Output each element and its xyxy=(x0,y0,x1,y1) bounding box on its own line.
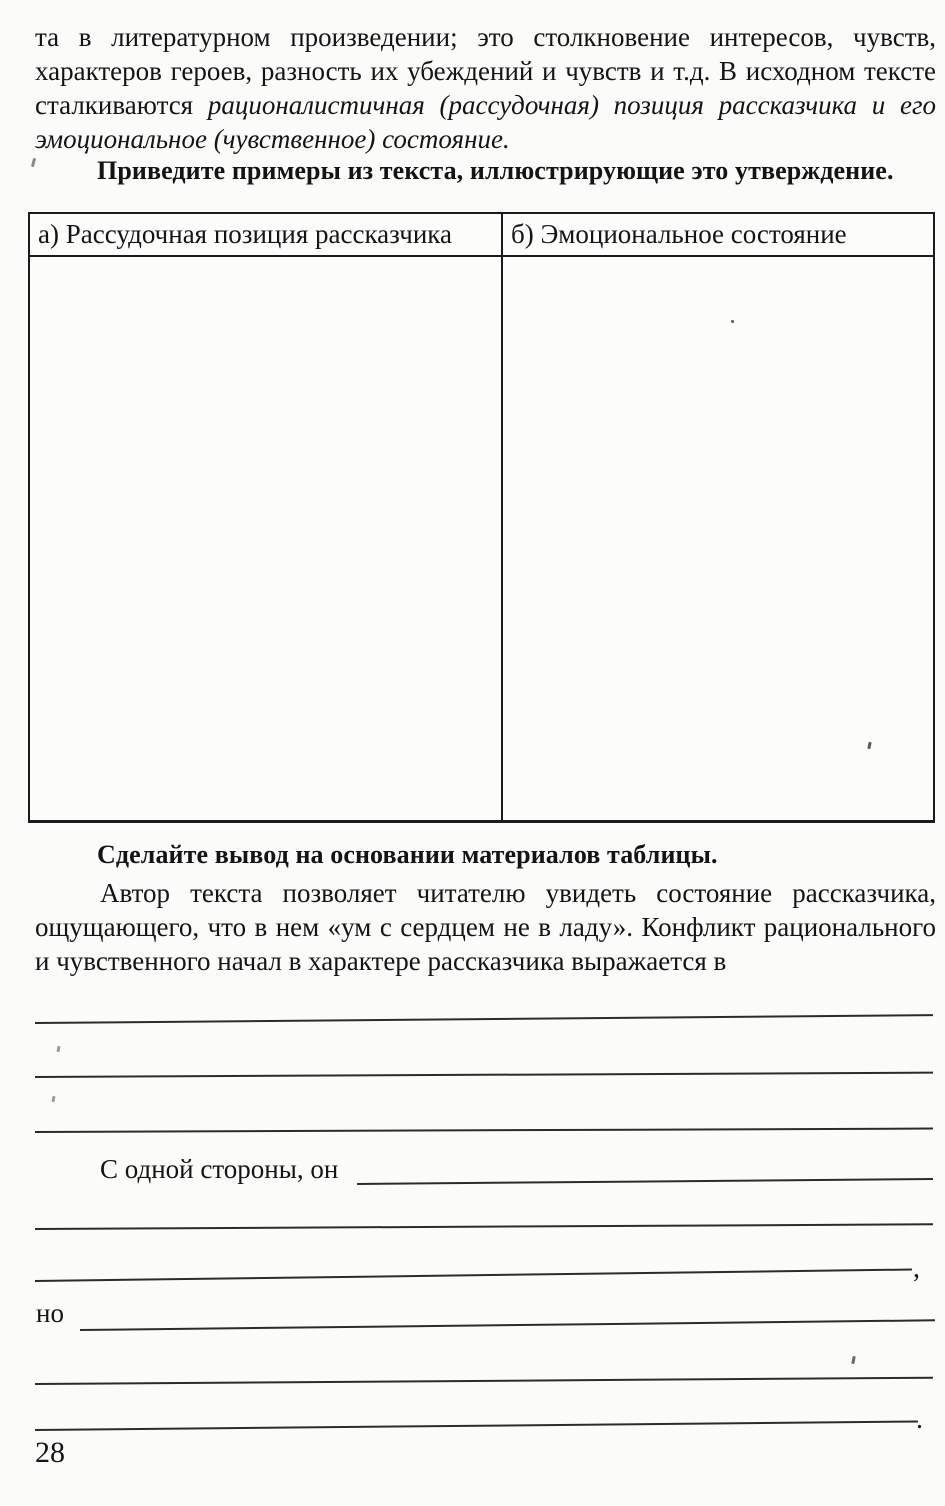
one-hand-label: С одной стороны, он xyxy=(100,1154,339,1184)
scan-speck xyxy=(31,158,36,167)
scan-speck xyxy=(52,1096,56,1102)
conclusion-paragraph: Автор текста позволяет читателю увидеть состояние рассказчика, ощущающего, что в нем «ум с сердцем не в ладу». Конфликт рационального и чувственного начал в характере рассказчика выражается в xyxy=(35,878,936,976)
scan-speck xyxy=(851,1356,856,1364)
write-line-2 xyxy=(35,1072,933,1078)
write-line-5 xyxy=(35,1269,912,1282)
but-line xyxy=(80,1319,935,1331)
table-header-cell-b: б) Эмоциональное состояние xyxy=(511,219,847,249)
scan-speck xyxy=(57,1046,61,1052)
table-body-cell-b xyxy=(503,257,933,820)
intro-paragraph-plain: та в литературном произведении; это столкновение интересов, чувств, характеров героев, разность их убеждений и чувств и т.д. В исходном тексте сталкиваются xyxy=(35,22,936,120)
page-number: 28 xyxy=(35,1436,65,1469)
table-body-cell-a xyxy=(30,257,503,820)
prompt-heading: Приведите примеры из текста, иллюстрирующие это утверждение. xyxy=(97,156,894,185)
write-line-7 xyxy=(35,1421,918,1431)
conclusion-heading: Сделайте вывод на основании материалов таблицы. xyxy=(97,840,718,869)
table-header-cell-a: а) Рассудочная позиция рассказчика xyxy=(30,214,503,255)
write-line-6 xyxy=(35,1377,933,1385)
table-body-row xyxy=(30,257,933,820)
trailing-comma: , xyxy=(913,1253,920,1284)
but-label: но xyxy=(36,1298,64,1328)
write-line-1 xyxy=(35,1014,933,1024)
scan-speck xyxy=(731,320,734,323)
intro-paragraph-italic: рационалистичная (рассудочная) позиция рассказчика и его эмоциональное (чувственное) состояние. xyxy=(35,90,936,154)
write-line-4 xyxy=(35,1223,933,1230)
intro-paragraph xyxy=(35,20,936,156)
write-line-3 xyxy=(35,1128,933,1133)
examples-table xyxy=(28,212,935,823)
one-hand-line xyxy=(357,1178,933,1185)
trailing-period: . xyxy=(916,1404,923,1435)
table-header-row xyxy=(30,214,933,257)
